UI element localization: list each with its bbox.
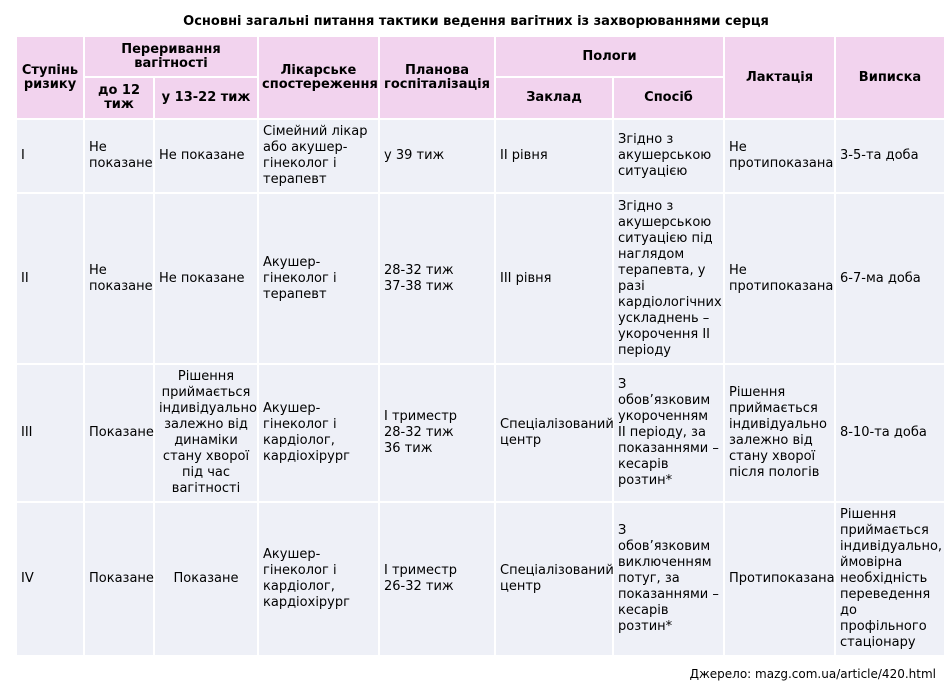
cell-observation: Акушер- гінеколог і терапевт: [259, 194, 378, 363]
header-method: Спосіб: [614, 78, 723, 118]
cell-hospitalization: у 39 тиж: [380, 120, 494, 192]
header-lactation: Лактація: [725, 37, 834, 118]
cell-discharge: 8-10-та доба: [836, 365, 944, 501]
header-termination: Переривання вагітності: [85, 37, 257, 76]
cell-risk: IV: [17, 503, 83, 655]
cell-method: З обов’язковим укороченням II періоду, за показаннями – кесарів розтин*: [614, 365, 723, 501]
header-delivery: Пологи: [496, 37, 723, 76]
cell-lactation: Не протипоказана: [725, 194, 834, 363]
cell-termination-12: Не показане: [85, 194, 153, 363]
cell-risk: I: [17, 120, 83, 192]
header-term-13-22: у 13-22 тиж: [155, 78, 257, 118]
source-caption: Джерело: mazg.com.ua/article/420.html: [689, 667, 936, 681]
table-row: [17, 120, 944, 192]
table-row: [17, 503, 944, 655]
tactics-table: [15, 35, 946, 657]
cell-lactation: Протипоказана: [725, 503, 834, 655]
cell-termination-13-22: Рішення приймається індивідуально залежно від динаміки стану хворої під час вагітності: [155, 365, 257, 501]
header-hospitalization: Планова госпіталізація: [380, 37, 494, 118]
cell-termination-12: Не показане: [85, 120, 153, 192]
cell-discharge: 3-5-та доба: [836, 120, 944, 192]
cell-facility: Спеціалізований центр: [496, 365, 612, 501]
cell-method: Згідно з акушерською ситуацією під наглядом терапевта, у разі кардіологічних ускладнень – укорочення II періоду: [614, 194, 723, 363]
cell-lactation: Рішення приймається індивідуально залежно від стану хворої після пологів: [725, 365, 834, 501]
cell-risk: II: [17, 194, 83, 363]
cell-discharge: 6-7-ма доба: [836, 194, 944, 363]
cell-termination-13-22: Не показане: [155, 120, 257, 192]
cell-risk: III: [17, 365, 83, 501]
table-row: [17, 194, 944, 363]
cell-lactation: Не протипоказана: [725, 120, 834, 192]
cell-termination-13-22: Не показане: [155, 194, 257, 363]
cell-termination-13-22: Показане: [155, 503, 257, 655]
header-discharge: Виписка: [836, 37, 944, 118]
cell-method: Згідно з акушерською ситуацією: [614, 120, 723, 192]
cell-discharge: Рішення приймається індивідуально, ймовірна необхідність переведення до профільного стаціонару: [836, 503, 944, 655]
header-observation: Лікарське спостереження: [259, 37, 378, 118]
cell-observation: Сімейний лікар або акушер- гінеколог і терапевт: [259, 120, 378, 192]
page-title: Основні загальні питання тактики ведення вагітних із захворюваннями серця: [183, 14, 769, 29]
cell-hospitalization: I триместр 28-32 тиж 36 тиж: [380, 365, 494, 501]
header-facility: Заклад: [496, 78, 612, 118]
cell-hospitalization: 28-32 тиж 37-38 тиж: [380, 194, 494, 363]
table-row: [17, 365, 944, 501]
header-term-12: до 12 тиж: [85, 78, 153, 118]
cell-hospitalization: I триместр 26-32 тиж: [380, 503, 494, 655]
cell-method: З обов’язковим виключенням потуг, за показаннями – кесарів розтин*: [614, 503, 723, 655]
cell-termination-12: Показане: [85, 503, 153, 655]
cell-facility: Спеціалізований центр: [496, 503, 612, 655]
cell-observation: Акушер- гінеколог і кардіолог, кардіохірург: [259, 365, 378, 501]
cell-termination-12: Показане: [85, 365, 153, 501]
cell-facility: II рівня: [496, 120, 612, 192]
cell-observation: Акушер- гінеколог і кардіолог, кардіохірург: [259, 503, 378, 655]
cell-facility: III рівня: [496, 194, 612, 363]
header-risk: Ступінь ризику: [17, 37, 83, 118]
